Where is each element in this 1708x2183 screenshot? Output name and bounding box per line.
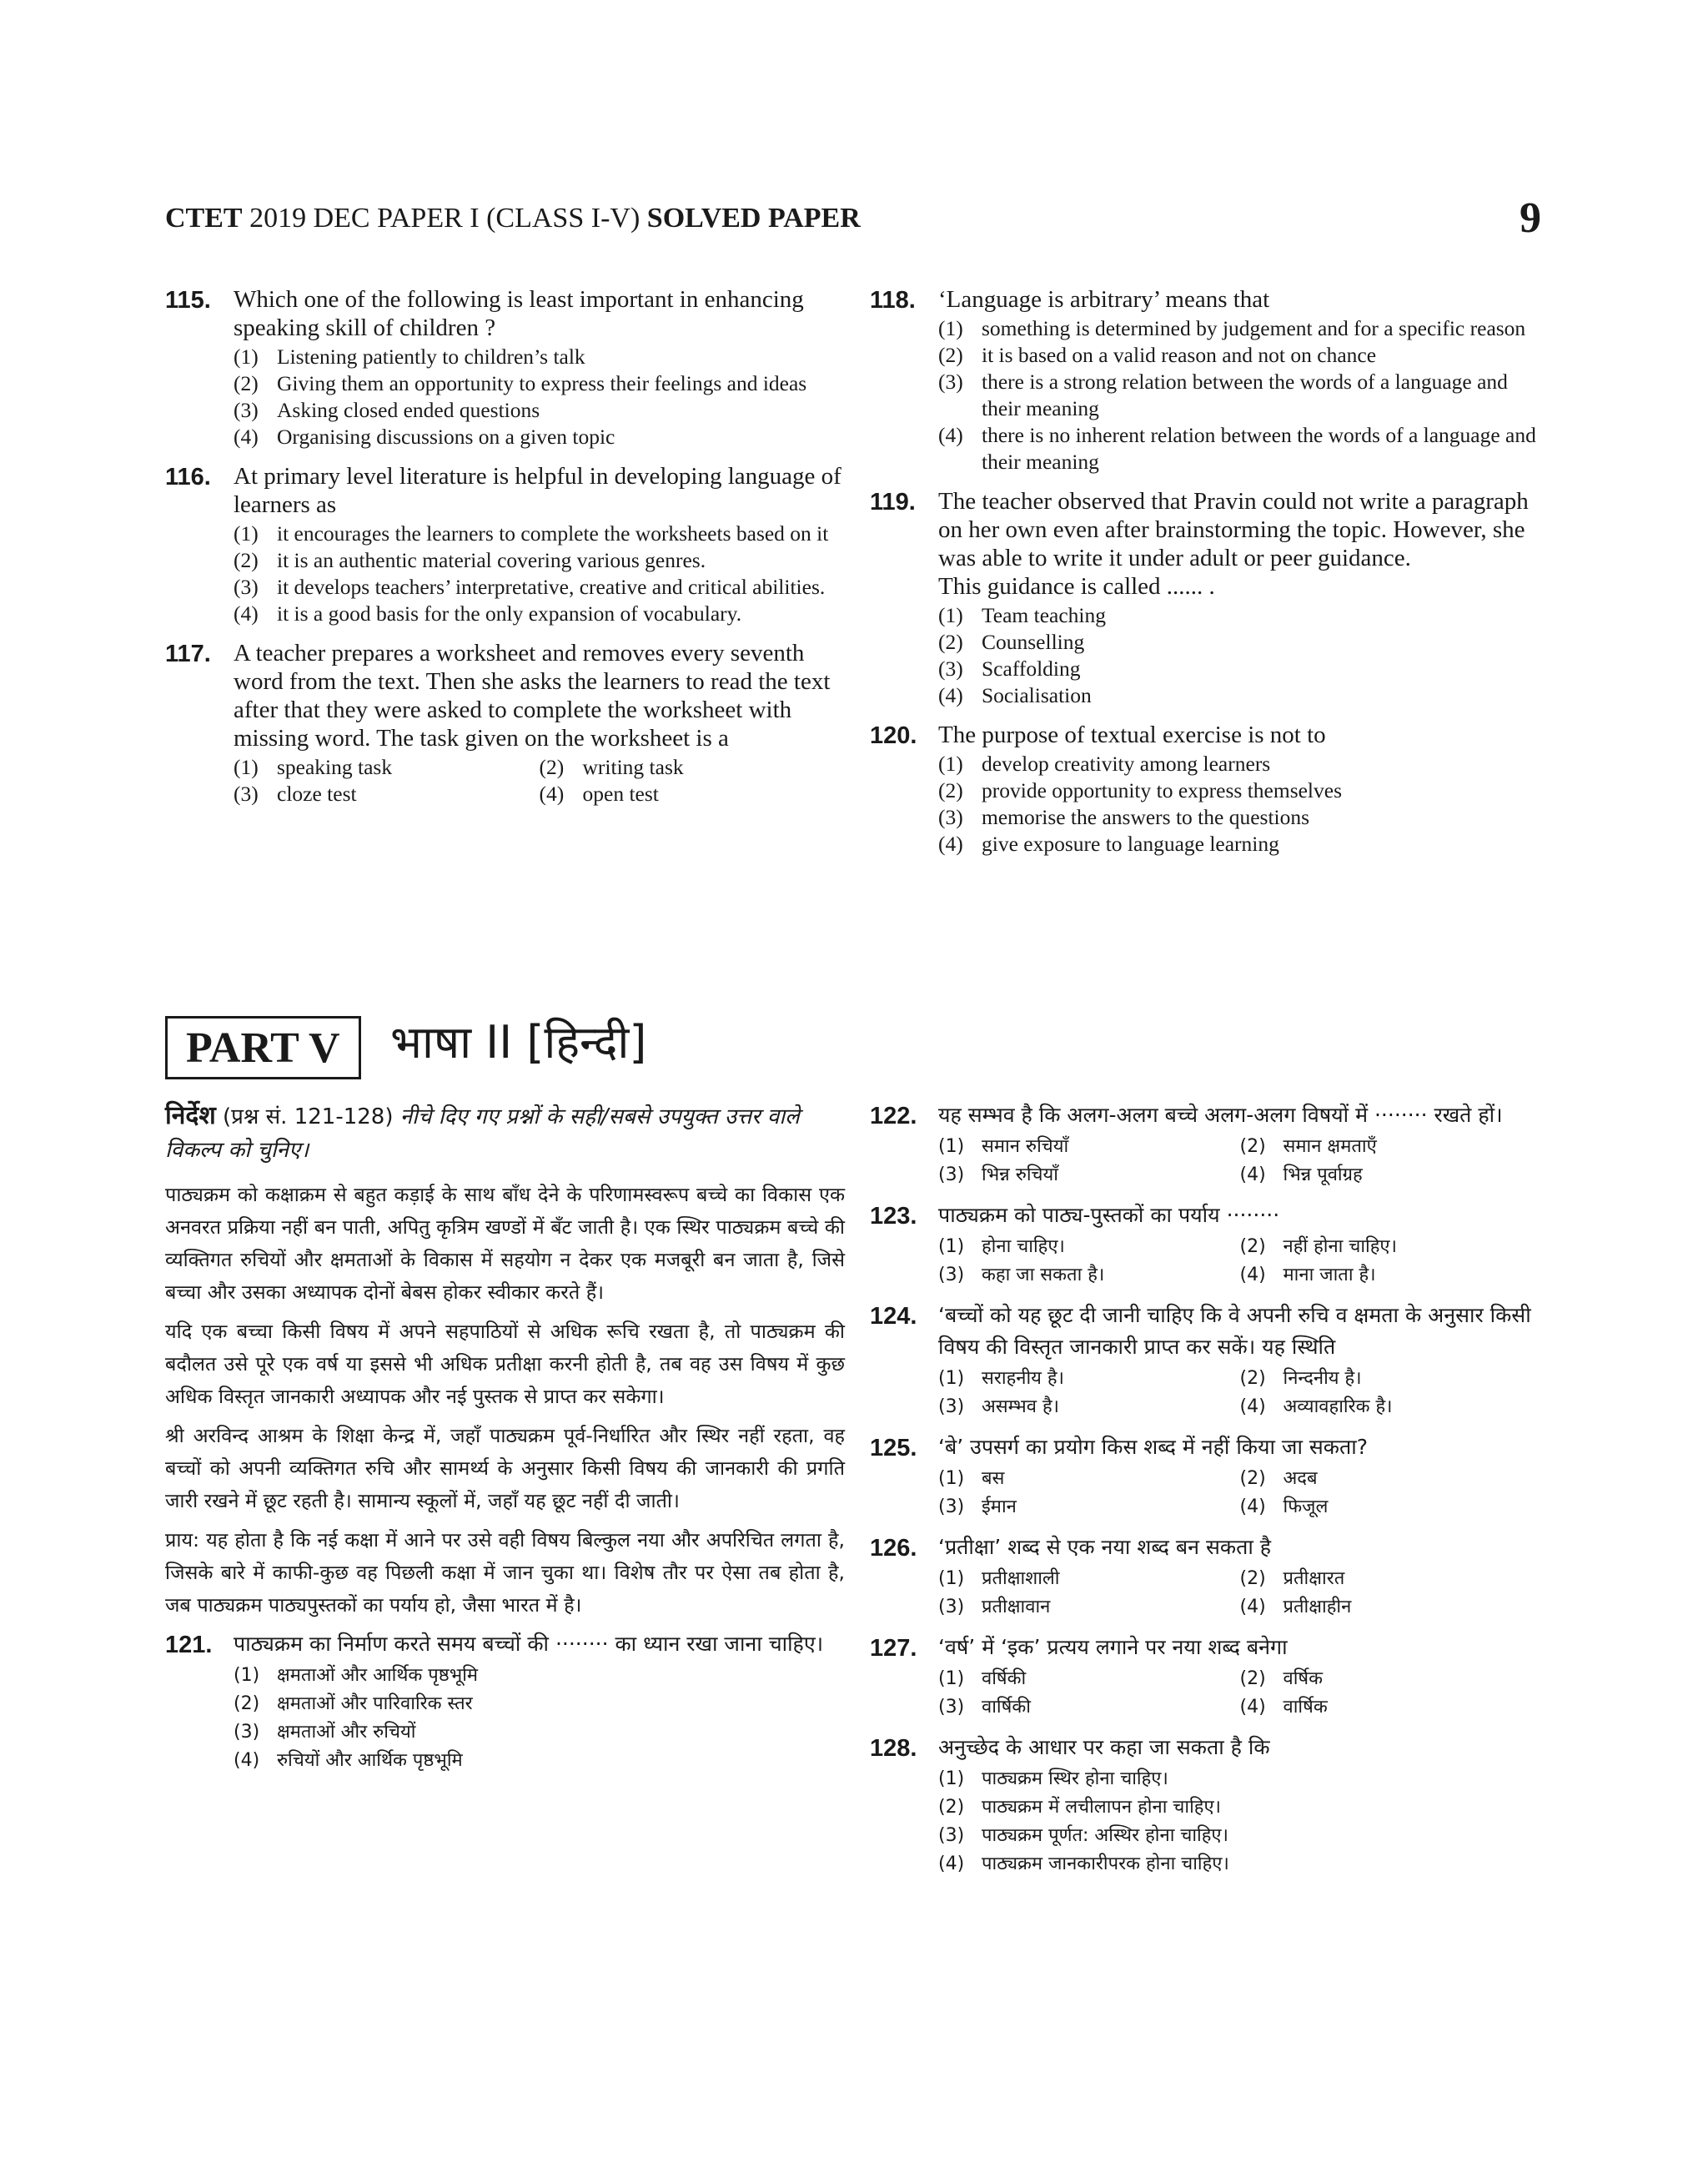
option-text: writing task [582,755,684,779]
option-text: provide opportunity to express themselves [982,778,1343,802]
option-number: (4) [1239,1496,1266,1517]
page-header [165,194,1541,250]
option-item [234,397,845,424]
option-number: (1) [938,1236,965,1257]
option-item [938,342,1541,369]
option-number: (1) [938,603,963,627]
option-number: (4) [234,425,259,449]
option-number: (4) [1239,1396,1266,1417]
hindi-left-questions [165,1628,845,1775]
question-item [870,487,1541,709]
option-number: (4) [938,423,963,447]
option-item [234,574,845,601]
question-text: पाठ्यक्रम का निर्माण करते समय बच्चों की ········ का ध्यान रखा जाना चाहिए। [234,1632,824,1656]
option-number: (3) [938,1697,965,1718]
question-number: 120. [870,722,917,749]
option-item [938,656,1541,682]
option-item [1240,1465,1542,1493]
directions-label: निर्देश [165,1101,216,1130]
question-text: The teacher observed that Pravin could not write a paragraph on her own even after brainstorming the topic. However, she was able to write it under adult or peer guidance. [938,488,1529,571]
option-number: (4) [539,782,565,806]
option-text: निन्दनीय है। [1283,1368,1362,1389]
option-text: पाठ्यक्रम स्थिर होना चाहिए। [982,1768,1168,1789]
option-text: ईमान [982,1496,1017,1517]
option-number: (3) [938,1396,965,1417]
option-text: प्रतीक्षावान [982,1597,1051,1617]
option-number: (1) [938,316,963,340]
option-item [938,1261,1240,1290]
option-text: पाठ्यक्रम में लचीलापन होना चाहिए। [982,1797,1221,1818]
option-number: (4) [234,1750,260,1771]
english-right-column [870,285,1541,869]
option-item [234,424,845,450]
options-list [234,1662,845,1775]
page-number: 9 [1520,194,1541,242]
option-text: open test [582,782,659,806]
option-item [234,1747,845,1775]
directions-text: नीचे दिए गए प्रश्नों के सही/सबसे उपयुक्त उत्तर वाले विकल्प को चुनिए। [165,1104,800,1163]
option-text: cloze test [277,782,357,806]
option-text: प्रतीक्षाशाली [982,1568,1060,1589]
options-list [234,754,845,807]
running-title [165,200,861,237]
option-text: there is a strong relation between the words of a language and their meaning [982,370,1508,420]
title-ctet: CTET [165,203,243,234]
option-number: (2) [938,343,963,367]
option-text: there is no inherent relation between the words of a language and their meaning [982,423,1536,474]
option-item [234,1690,845,1718]
option-item [234,547,845,574]
options-list [938,315,1541,475]
question-number: 119. [870,489,916,516]
option-text: समान क्षमताएँ [1283,1136,1377,1157]
option-text: give exposure to language learning [982,832,1279,856]
option-text: memorise the answers to the questions [982,805,1310,829]
option-text: प्रतीक्षारत [1283,1568,1345,1589]
option-text: बस [982,1468,1005,1489]
option-item [938,602,1541,629]
option-item [938,422,1541,475]
option-text: it is based on a valid reason and not on chance [982,343,1377,367]
option-number: (3) [234,782,259,806]
option-number: (1) [938,1768,965,1789]
option-item [938,682,1541,709]
option-text: वार्षिक [1283,1697,1328,1718]
option-text: Team teaching [982,603,1107,627]
option-number: (4) [1239,1164,1266,1185]
option-number: (4) [938,1854,965,1874]
question-text: पाठ्यक्रम को पाठ्य-पुस्तकों का पर्याय ········ [938,1203,1280,1227]
passage-paragraph: श्री अरविन्द आश्रम के शिक्षा केन्द्र में, जहाँ पाठ्यक्रम पूर्व-निर्धारित और स्थिर नहीं रहता, वह बच्चों को अपनी व्यक्तिगत रुचि और सामर्थ्य के अनुसार किसी विषय की जानकारी की प्रगति जारी रखने में छूट रहती है। सामान्य स्कूलों में, जहाँ यह छूट नहीं दी जाती। [165,1424,845,1512]
option-text: नहीं होना चाहिए। [1283,1236,1397,1257]
option-text: it is a good basis for the only expansion of vocabulary. [277,601,742,626]
option-number: (2) [1239,1568,1266,1589]
question-text: अनुच्छेद के आधार पर कहा जा सकता है कि [938,1735,1270,1759]
option-number: (2) [938,630,963,654]
option-number: (2) [1239,1668,1266,1689]
option-item [938,1765,1541,1793]
option-number: (3) [938,1496,965,1517]
passage-paragraph: प्राय: यह होता है कि नई कक्षा में आने पर उसे वही विषय बिल्कुल नया और अपरिचित लगता है, जिसके बारे में काफी-कुछ वह पिछली कक्षा में जान चुका था। विशेष तौर पर ऐसा तब होता है, जब पाठ्यक्रम पाठ्यपुस्तकों का पर्याय हो, जैसा भारत में है। [165,1528,845,1617]
question-item [870,721,1541,858]
question-item [165,1628,845,1775]
option-number: (2) [938,778,963,802]
question-text: A teacher prepares a worksheet and removes every seventh word from the text. Then she asks the learners to read the text after that they were asked to complete the worksheet with missing word. The task given on the worksheet is a [234,640,831,752]
option-item [234,344,845,370]
option-item [1240,1493,1542,1522]
question-text: At primary level literature is helpful in developing language of learners as [234,463,841,518]
option-text: Scaffolding [982,656,1081,681]
option-text: Listening patiently to children’s talk [277,345,585,369]
option-text: क्षमताओं और आर्थिक पृष्ठभूमि [277,1665,479,1686]
option-number: (2) [1239,1368,1266,1389]
option-item [938,1133,1240,1161]
option-number: (4) [1239,1597,1266,1617]
question-number: 127. [870,1635,917,1662]
option-text: भिन्न रुचियाँ [982,1164,1058,1185]
option-text: Giving them an opportunity to express their feelings and ideas [277,371,807,395]
option-text: develop creativity among learners [982,752,1271,776]
option-item [938,1161,1240,1190]
option-text: it is an authentic material covering various genres. [277,548,706,572]
option-item [938,777,1541,804]
question-number: 123. [870,1203,917,1230]
option-number: (3) [938,370,963,394]
option-text: सराहनीय है। [982,1368,1064,1389]
option-number: (2) [1239,1236,1266,1257]
option-number: (1) [938,1568,965,1589]
option-number: (2) [539,755,565,779]
question-item [165,462,845,627]
option-item [1240,1261,1542,1290]
question-text: Which one of the following is least important in enhancing speaking skill of children ? [234,286,804,341]
option-item [938,369,1541,422]
option-number: (1) [938,1136,965,1157]
option-number: (2) [1239,1468,1266,1489]
option-number: (2) [938,1797,965,1818]
options-list [938,1765,1541,1879]
option-text: क्षमताओं और रुचियों [277,1722,416,1743]
hindi-left-column [165,1099,845,1785]
option-item [938,1693,1240,1722]
question-number: 126. [870,1535,917,1562]
passage-paragraph: यदि एक बच्चा किसी विषय में अपने सहपाठियों से अधिक रूचि रखता है, तो पाठ्यक्रम की बदौलत उसे पूरे एक वर्ष या इससे भी अधिक प्रतीक्षा करनी होती है, तब वह उस विषय में कुछ अधिक विस्तृत जानकारी अध्यापक और नई पुस्तक से प्राप्त कर सकेगा। [165,1320,845,1408]
option-number: (3) [234,398,259,422]
options-list [234,344,845,450]
question-item [870,1200,1541,1290]
option-number: (3) [938,1164,965,1185]
option-number: (4) [938,832,963,856]
option-item [540,754,846,781]
option-text: प्रतीक्षाहीन [1283,1597,1352,1617]
question-item [870,1300,1541,1421]
option-number: (4) [1239,1697,1266,1718]
option-text: Organising discussions on a given topic [277,425,615,449]
question-item [870,1632,1541,1722]
option-item [1240,1161,1542,1190]
options-list [938,1465,1541,1522]
options-list [938,1365,1541,1421]
question-number: 121. [165,1632,213,1658]
option-item [1240,1133,1542,1161]
english-left-column [165,285,845,819]
options-list [938,751,1541,858]
option-number: (2) [1239,1136,1266,1157]
option-item [938,1850,1541,1879]
question-item [870,1099,1541,1190]
option-text: अदब [1283,1468,1318,1489]
option-item [1240,1233,1542,1261]
option-number: (3) [938,656,963,681]
part-title: भाषा II [हिन्दी] [390,1016,647,1069]
option-number: (1) [234,521,259,546]
option-item [938,1822,1541,1850]
option-item [234,370,845,397]
question-number: 116. [165,464,211,490]
option-number: (1) [938,1368,965,1389]
option-item [234,1718,845,1747]
option-number: (3) [234,575,259,599]
part-label: PART V [165,1016,361,1079]
option-number: (2) [234,1693,260,1714]
option-item [938,1465,1240,1493]
option-text: वर्षिकी [982,1668,1027,1689]
option-item [1240,1693,1542,1722]
question-number: 128. [870,1735,917,1762]
option-item [938,1793,1541,1822]
option-item [1240,1665,1542,1693]
option-number: (3) [938,805,963,829]
option-item [234,754,540,781]
question-text: This guidance is called ...... . [938,573,1215,600]
question-number: 125. [870,1435,917,1461]
option-item [938,1493,1240,1522]
option-text: Socialisation [982,683,1092,707]
title-paper: 2019 DEC PAPER I (CLASS I-V) [249,203,640,234]
option-text: होना चाहिए। [982,1236,1065,1257]
directions-range: (प्रश्न सं. 121-128) [223,1104,394,1129]
option-item [234,521,845,547]
option-number: (1) [938,1468,965,1489]
question-text: The purpose of textual exercise is not to [938,722,1326,748]
option-item [938,629,1541,656]
option-number: (4) [1239,1265,1266,1285]
option-item [234,781,540,807]
options-list [938,1233,1541,1290]
question-number: 124. [870,1303,917,1330]
option-item [234,601,845,627]
question-number: 115. [165,287,211,314]
option-item [1240,1565,1542,1593]
question-number: 122. [870,1103,917,1129]
option-item [938,1393,1240,1421]
directions [165,1099,845,1167]
question-text: ‘बे’ उपसर्ग का प्रयोग किस शब्द में नहीं किया जा सकता? [938,1435,1368,1459]
passage-paragraph: पाठ्यक्रम को कक्षाक्रम से बहुत कड़ाई के साथ बाँध देने के परिणामस्वरूप बच्चे का विकास एक अनवरत प्रक्रिया नहीं बन पाती, अपितु कृत्रिम खण्डों में बँट जाती है। एक स्थिर पाठ्यक्रम बच्चे की व्यक्तिगत रुचियों और क्षमताओं के विकास में सहयोग न देकर एक मजबूरी बन जाता है, जिसे बच्चा और उसका अध्यापक दोनों बेबस होकर स्वीकार करते हैं। [165,1183,845,1304]
option-item [938,1565,1240,1593]
title-solved: SOLVED PAPER [646,203,861,234]
options-list [938,1565,1541,1622]
option-item [938,804,1541,831]
question-text: ‘बच्चों को यह छूट दी जानी चाहिए कि वे अपनी रुचि व क्षमता के अनुसार किसी विषय की विस्तृत जानकारी प्राप्त कर सकें। यह स्थिति [938,1303,1531,1359]
option-item [1240,1393,1542,1421]
option-text: वर्षिक [1283,1668,1324,1689]
option-item [938,315,1541,342]
option-number: (3) [938,1597,965,1617]
option-number: (3) [234,1722,260,1743]
option-text: असम्भव है। [982,1396,1059,1417]
option-text: it encourages the learners to complete the worksheets based on it [277,521,829,546]
option-text: फिजूल [1283,1496,1329,1517]
option-text: अव्यावहारिक है। [1283,1396,1393,1417]
option-item [540,781,846,807]
question-item [870,1532,1541,1622]
option-number: (1) [938,752,963,776]
option-number: (1) [938,1668,965,1689]
option-text: वार्षिकी [982,1697,1031,1718]
option-number: (1) [234,755,259,779]
question-text: ‘वर्ष’ में ‘इक’ प्रत्यय लगाने पर नया शब्द बनेगा [938,1635,1288,1659]
options-list [938,602,1541,709]
question-item [870,1431,1541,1522]
options-list [234,521,845,627]
option-item [938,1233,1240,1261]
option-text: पाठ्यक्रम पूर्णत: अस्थिर होना चाहिए। [982,1825,1228,1846]
question-item [870,285,1541,475]
option-item [938,1665,1240,1693]
option-text: माना जाता है। [1283,1265,1376,1285]
question-item [165,285,845,450]
question-text: ‘प्रतीक्षा’ शब्द से एक नया शब्द बन सकता है [938,1535,1272,1559]
options-list [938,1665,1541,1722]
question-number: 118. [870,287,916,314]
option-number: (1) [234,345,259,369]
hindi-right-column [870,1099,1541,1889]
option-number: (3) [938,1265,965,1285]
option-number: (2) [234,548,259,572]
option-text: भिन्न पूर्वाग्रह [1283,1164,1363,1185]
option-item [938,831,1541,858]
option-item [1240,1593,1542,1622]
question-text: ‘Language is arbitrary’ means that [938,286,1270,313]
option-text: Asking closed ended questions [277,398,540,422]
option-text: speaking task [277,755,393,779]
question-text: यह सम्भव है कि अलग-अलग बच्चे अलग-अलग विषयों में ········ रखते हों। [938,1103,1503,1127]
option-item [1240,1365,1542,1393]
option-item [938,751,1541,777]
option-item [938,1593,1240,1622]
option-number: (4) [938,683,963,707]
option-text: रुचियों और आर्थिक पृष्ठभूमि [277,1750,463,1771]
option-number: (4) [234,601,259,626]
option-text: something is determined by judgement and for a specific reason [982,316,1526,340]
option-text: it develops teachers’ interpretative, creative and critical abilities. [277,575,826,599]
option-item [938,1365,1240,1393]
option-text: क्षमताओं और पारिवारिक स्तर [277,1693,473,1714]
option-number: (2) [234,371,259,395]
question-item [870,1732,1541,1879]
option-text: Counselling [982,630,1085,654]
option-item [234,1662,845,1690]
option-text: समान रुचियाँ [982,1136,1069,1157]
option-number: (1) [234,1665,260,1686]
option-text: पाठ्यक्रम जानकारीपरक होना चाहिए। [982,1854,1229,1874]
options-list [938,1133,1541,1190]
option-text: कहा जा सकता है। [982,1265,1105,1285]
question-item [165,639,845,807]
option-number: (3) [938,1825,965,1846]
question-number: 117. [165,641,211,667]
